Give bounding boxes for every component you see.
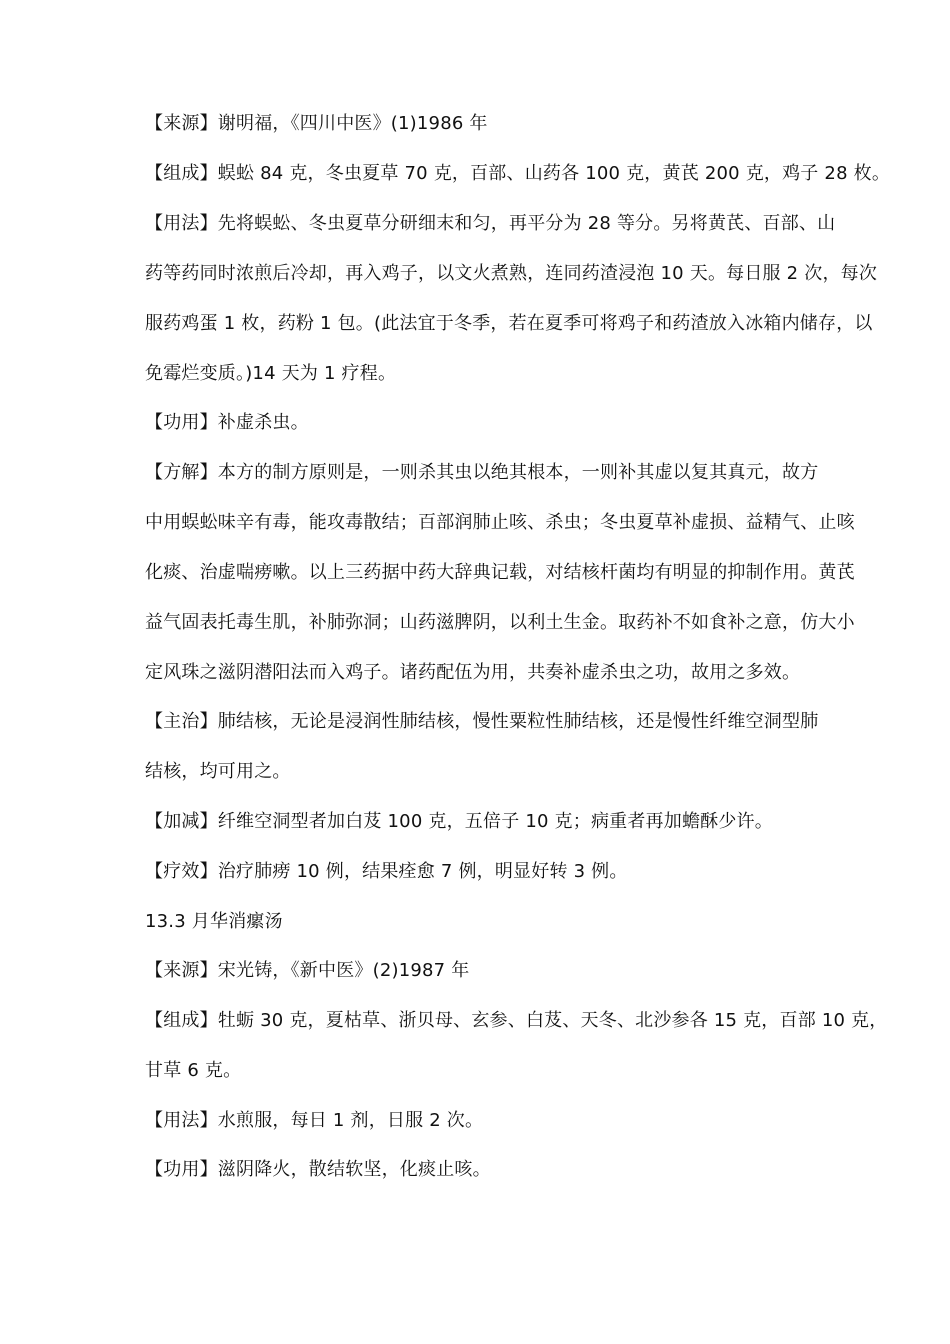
text-line: 药等药同时浓煎后冷却，再入鸡子，以文火煮熟，连同药渣浸泡 10 天。每日服 2 次，每次	[145, 263, 878, 284]
text-line: 【主治】肺结核，无论是浸润性肺结核，慢性粟粒性肺结核，还是慢性纤维空洞型肺	[145, 711, 819, 732]
text-line: 【组成】蜈蚣 84 克，冬虫夏草 70 克，百部、山药各 100 克，黄芪 200 克，鸡子 28 枚。	[145, 163, 891, 184]
text-line: 中用蜈蚣味辛有毒，能攻毒散结；百部润肺止咳、杀虫；冬虫夏草补虚损、益精气、止咳	[145, 512, 855, 533]
text-line: 【方解】本方的制方原则是，一则杀其虫以绝其根本，一则补其虚以复其真元，故方	[145, 462, 819, 483]
text-line: 定风珠之滋阴潜阳法而入鸡子。诸药配伍为用，共奏补虚杀虫之功，故用之多效。	[145, 662, 801, 683]
text-line: 免霉烂变质。)14 天为 1 疗程。	[145, 363, 397, 384]
text-line: 服药鸡蛋 1 枚，药粉 1 包。(此法宜于冬季，若在夏季可将鸡子和药渣放入冰箱内储存，以	[145, 313, 873, 334]
text-line: 甘草 6 克。	[145, 1060, 242, 1081]
text-line: 【来源】宋光铸，《新中医》(2)1987 年	[145, 960, 470, 981]
text-line: 结核，均可用之。	[145, 761, 291, 782]
text-line: 【加减】纤维空洞型者加白芨 100 克，五倍子 10 克；病重者再加蟾酥少许。	[145, 811, 773, 832]
text-line: 【功用】滋阴降火，散结软坚，化痰止咳。	[145, 1159, 491, 1180]
text-line: 【来源】谢明福，《四川中医》(1)1986 年	[145, 113, 488, 134]
text-line: 【用法】水煎服，每日 1 剂，日服 2 次。	[145, 1110, 484, 1131]
text-line: 【疗效】治疗肺痨 10 例，结果痊愈 7 例，明显好转 3 例。	[145, 861, 628, 882]
text-line: 益气固表托毒生肌，补肺弥洞；山药滋脾阴，以利土生金。取药补不如食补之意，仿大小	[145, 612, 855, 633]
text-line: 化痰、治虚喘痨嗽。以上三药据中药大辞典记载，对结核杆菌均有明显的抑制作用。黄芪	[145, 562, 855, 583]
text-line: 【用法】先将蜈蚣、冬虫夏草分研细末和匀，再平分为 28 等分。另将黄芪、百部、山	[145, 213, 836, 234]
text-line: 【功用】补虚杀虫。	[145, 412, 309, 433]
section-heading: 13.3 月华消瘰汤	[145, 911, 283, 932]
text-line: 【组成】牡蛎 30 克，夏枯草、浙贝母、玄参、白芨、天冬、北沙参各 15 克，百部 10 克，	[145, 1010, 888, 1031]
